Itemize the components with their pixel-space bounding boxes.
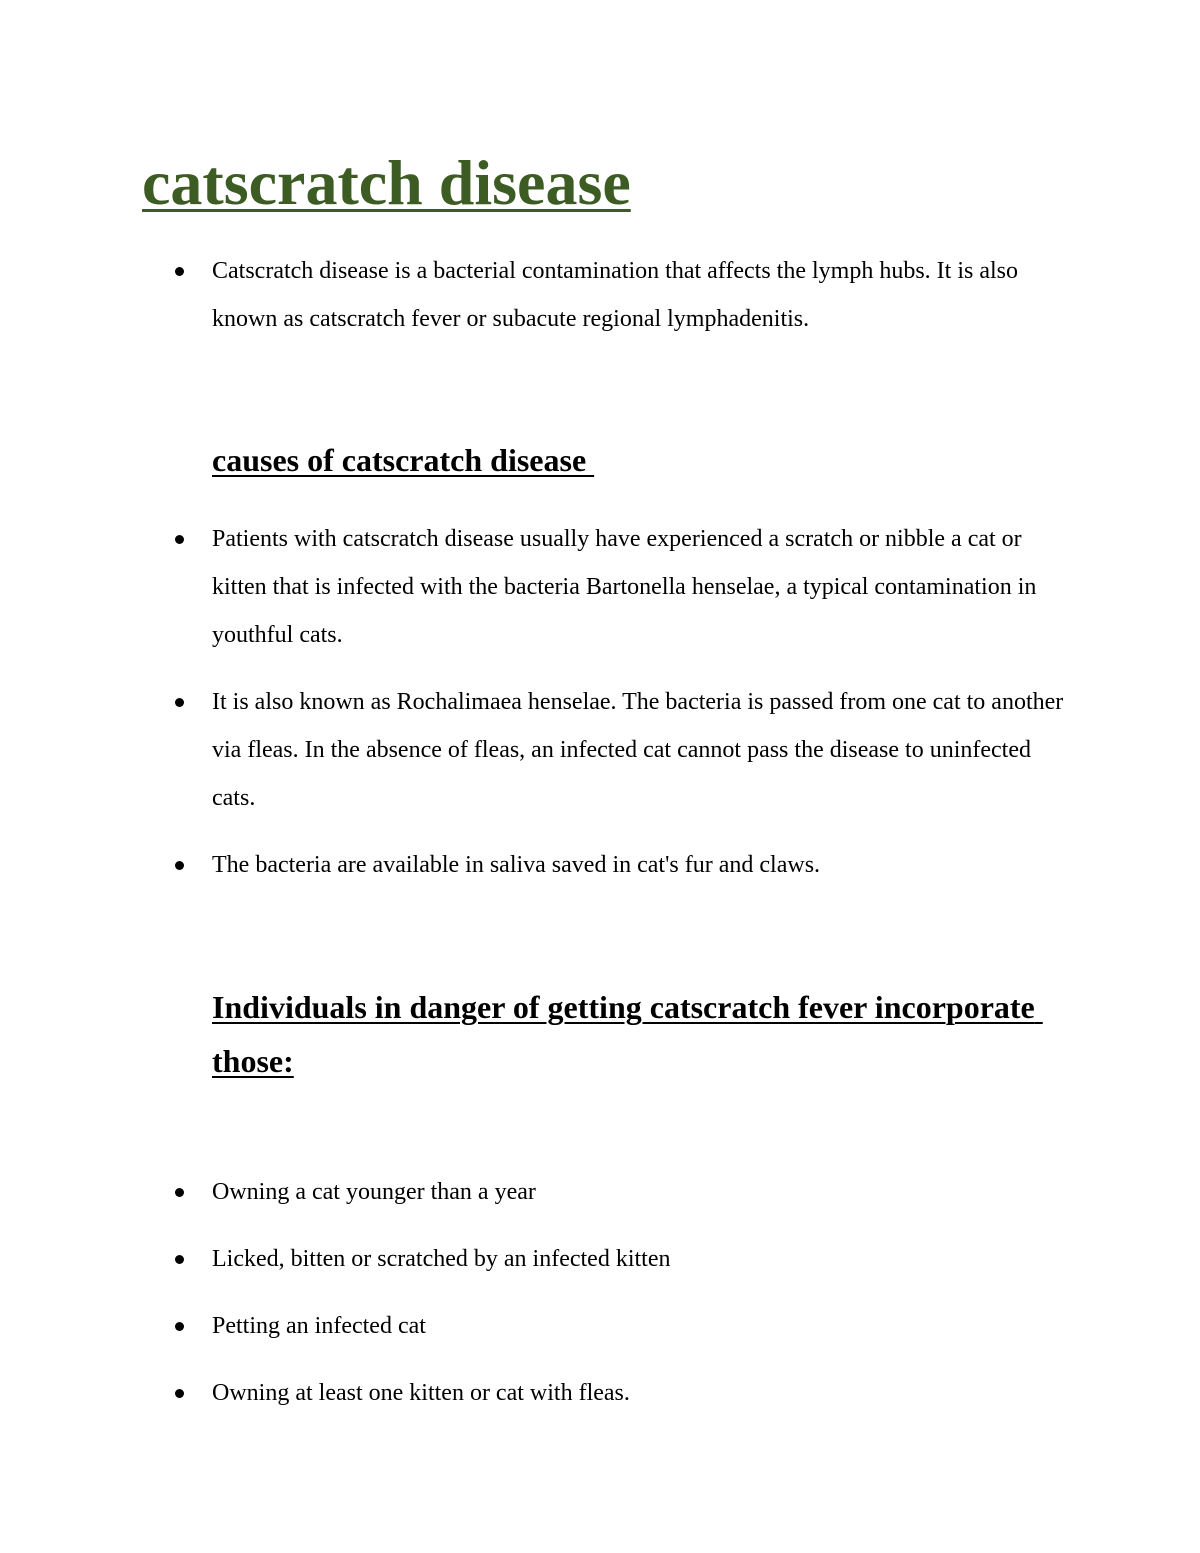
section-heading-risk-groups: Individuals in danger of getting catscratch fever incorporate those: [212, 989, 1043, 1079]
bullet-icon [175, 861, 184, 870]
list-item-text: Licked, bitten or scratched by an infected kitten [212, 1246, 671, 1272]
list-item [0, 1168, 1072, 1216]
causes-list [0, 515, 1072, 908]
list-item-text: The bacteria are available in saliva saved in cat's fur and claws. [212, 852, 821, 878]
bullet-icon [175, 535, 184, 544]
list-item-text: Patients with catscratch disease usually have experienced a scratch or nibble a cat or kitten that is infected with the bacteria Bartonella henselae, a typical contamination in youthful cats. [212, 526, 1037, 648]
list-item [0, 1369, 1072, 1417]
bullet-icon [175, 1322, 184, 1331]
list-item [0, 678, 1072, 822]
bullet-icon [175, 698, 184, 707]
list-item [0, 841, 1072, 889]
section-heading-causes: causes of catscratch disease [212, 442, 595, 478]
list-item-text: Owning a cat younger than a year [212, 1179, 536, 1205]
bullet-icon [175, 1188, 184, 1197]
list-item-text: Owning at least one kitten or cat with fleas. [212, 1380, 630, 1406]
bullet-icon [175, 1389, 184, 1398]
bullet-icon [175, 1255, 184, 1264]
intro-list [0, 247, 1072, 343]
list-item [0, 1302, 1072, 1350]
list-item-text: Petting an infected cat [212, 1313, 426, 1339]
list-item-text: Catscratch disease is a bacterial contamination that affects the lymph hubs. It is also known as catscratch fever or subacute regional lymphadenitis. [212, 258, 1018, 332]
risk-list [0, 1168, 1072, 1436]
bullet-icon [175, 267, 184, 276]
list-item [0, 1235, 1072, 1283]
list-item [0, 515, 1072, 659]
list-item-text: It is also known as Rochalimaea henselae. The bacteria is passed from one cat to another via fleas. In the absence of fleas, an infected cat cannot pass the disease to uninfected cats. [212, 689, 1064, 811]
document-title: catscratch disease [142, 147, 631, 218]
list-item [0, 247, 1072, 343]
